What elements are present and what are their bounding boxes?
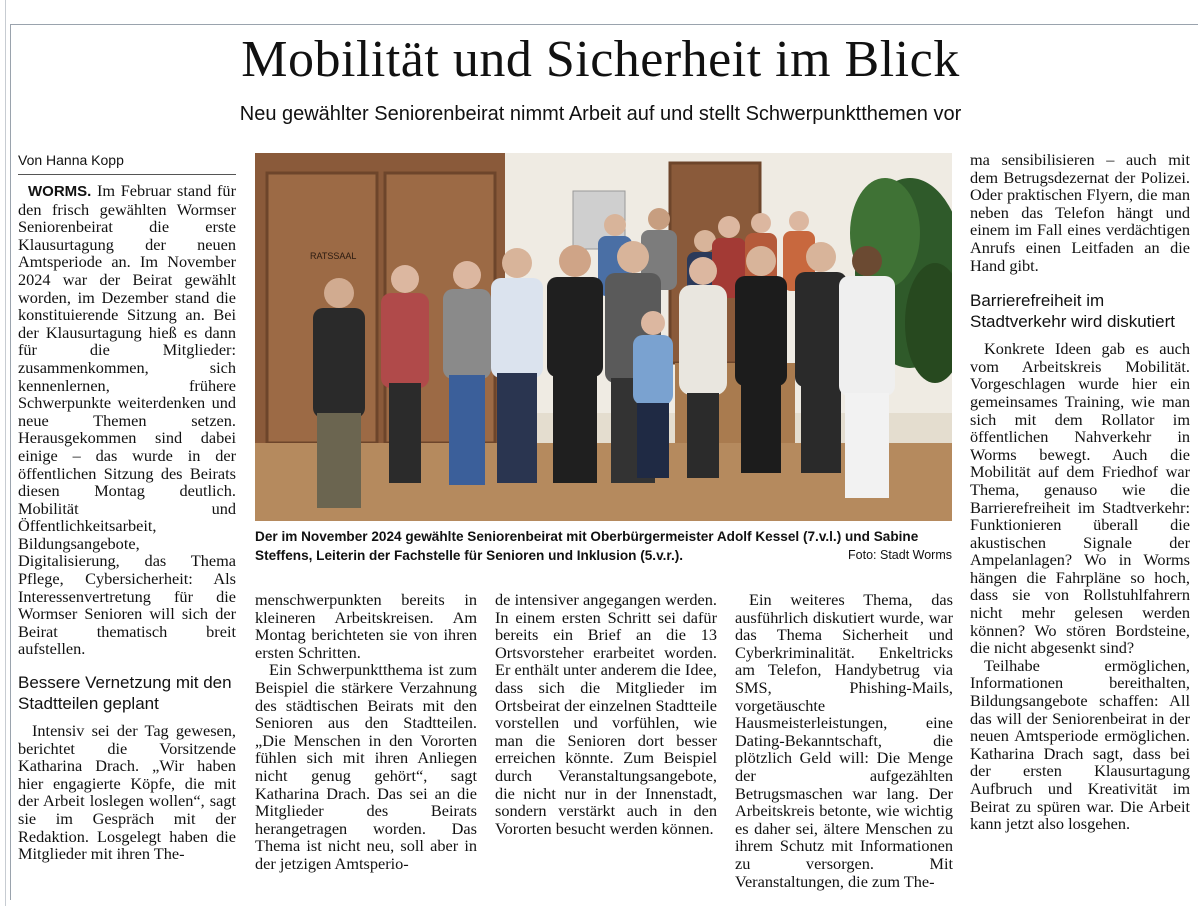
headline: Mobilität und Sicherheit im Blick	[241, 31, 960, 88]
subheadline: Neu gewählter Seniorenbeirat nimmt Arbeit auf und stellt Schwerpunktthemen vor	[239, 103, 962, 125]
paragraph: de intensiver angegangen werden. In einem ersten Schritt sei dafür bereits ein Brief an die 13 Ortsvorsteher erarbeitet worden. Er enthält unter anderem die Idee, dass sich die Mitglieder im Ortsbeirat der einzelnen Stadtteile vorstellen und vorfühlen, wie man die Senioren dort besser erreichen könnte. Zum Beispiel durch Veranstaltungsangebote, die nicht nur in der Innenstadt, sondern verstärkt auch in den Vororten besucht werden können.	[495, 590, 717, 838]
paragraph: Ein weiteres Thema, das ausführlich diskutiert wurde, war das Thema Sicherheit und Cyberkriminalität. Enkeltricks am Telefon, Handybetrug via SMS, Phishing-Mails, vorgetäuschte Hausmeisterleistungen, eine Dating-Bekanntschaft, die plötzlich Geld will: Die Menge der aufgezählten Betrugsmaschen war lang. Der Arbeitskreis betonte, wie wichtig es daher sei, ältere Menschen zu ihrem Schutz mit Informationen zu versorgen. Mit Veranstaltungen, die zum The-	[735, 590, 953, 891]
section-heading-vernetzung: Bessere Vernetzung mit den Stadtteilen geplant	[18, 673, 232, 714]
photo-caption	[255, 527, 952, 565]
group-photo	[255, 153, 952, 521]
column-3	[495, 591, 717, 837]
section-heading-barrierefreiheit: Barrierefreiheit im Stadtverkehr wird diskutiert	[970, 291, 1176, 332]
page-edge-rule	[5, 0, 6, 906]
paragraph: Ein Schwerpunktthema ist zum Beispiel die stärkere Verzahnung des städtischen Beirats mit den Senioren aus den Stadtteilen. „Die Menschen in den Vororten fühlen sich mit ihren Anliegen nicht genug gehört“, sagt Katharina Drach. Das sei an die Mitglieder des Beirats herangetragen worden. Das Thema ist nicht neu, soll aber in der jetzigen Amtsperio-	[255, 660, 477, 873]
column-5	[970, 151, 1190, 833]
column-4	[735, 591, 953, 890]
paragraph: menschwerpunkten bereits in kleineren Arbeitskreisen. Am Montag berichteten sie von ihren ersten Schritten.	[255, 590, 477, 662]
paragraph: Konkrete Ideen gab es auch vom Arbeitskreis Mobilität. Vorgeschlagen wurde hier ein gemeinsames Training, wie man sich mit dem Rollator im öffentlichen Nahverkehr in Worms bewegt. Auch die Mobilität auf dem Friedhof war Thema, genauso wie die Barrierefreiheit im Stadtverkehr: Funktionieren überall die akustischen Signale der Ampelanlagen? Wo in Worms hängen die Fahrpläne so hoch, dass sie von Rollstuhlfahrern nicht mehr gelesen werden können? Wo stören Bordsteine, die nicht abgesenkt sind?	[970, 339, 1190, 658]
paragraph: Teilhabe ermöglichen, Informationen bereithalten, Bildungsangebote schaffen: All das will der Seniorenbeirat in der neuen Amtsperiode ermöglichen. Katharina Drach sagt, dass bei der ersten Klausurtagung Aufbruch und Kreativität im Beirat zu spüren war. Die Arbeit kann jetzt also losgehen.	[970, 655, 1190, 834]
photo-credit: Foto: Stadt Worms	[848, 548, 952, 562]
column-2	[255, 591, 477, 873]
paragraph: Intensiv sei der Tag gewesen, berichtet die Vorsitzende Katharina Drach. „Wir haben hier engagierte Köpfe, die mit der Arbeit loslegen wollen“, sagt sie im Gespräch mit der Redaktion. Losgelegt haben die Mitglieder mit ihren The-	[18, 721, 236, 864]
paragraph: ma sensibilisieren – auch mit dem Betrugsdezernat der Polizei. Oder praktischen Flyern, die man neben das Telefon hängt und einem im Fall eines verdächtigen Anrufs einen Leitfaden an die Hand gibt.	[970, 150, 1190, 275]
door-sign: RATSSAAL	[310, 251, 357, 261]
group-photo-illustration	[255, 153, 952, 521]
lead-paragraph	[18, 182, 236, 658]
lead-text: Im Februar stand für den frisch gewählten Wormser Seniorenbeirat die erste Klausurtagung der neuen Amtsperiode an. Im November 2024 war der Beirat gewählt worden, im Dezember stand die konstituierende Sitzung an. Bei der Klausurtagung hieß es dann für die Mitglieder: zusammenkommen, sich kennenlernen, frühere Schwerpunkte weiterdenken und neue Themen setzen. Herausgekommen sind dabei einige – das wurde in der öffentlichen Sitzung des Beirats diesen Montag deutlich. Mobilität und Öffentlichkeitsarbeit, Bildungsangebote, Digitalisierung, das Thema Pflege, Cybersicherheit: Als Interessenvertretung für die Wormser Senioren will sich der Beirat thematisch breit aufstellen.	[18, 181, 236, 659]
byline: Von Hanna Kopp	[18, 151, 236, 175]
dateline: WORMS.	[28, 183, 92, 200]
caption-text: Der im November 2024 gewählte Seniorenbeirat mit Oberbürgermeister Adolf Kessel (7.v.l.) und Sabine Steffens, Leiterin der Fachstelle für Senioren und Inklusion (5.v.r.).	[255, 529, 919, 563]
column-1	[18, 151, 236, 863]
